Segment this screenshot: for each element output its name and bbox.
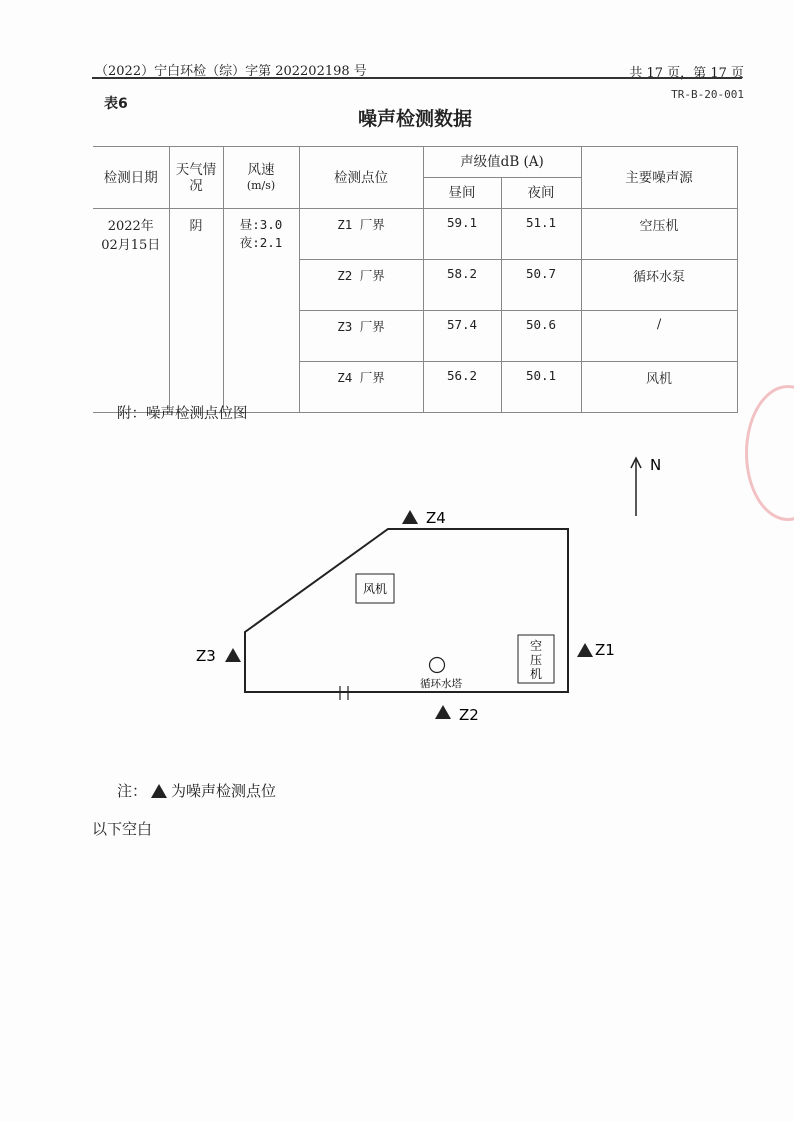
point-z1-label: Z1 [595,641,615,659]
cell-point: Z2 厂界 [299,260,423,311]
point-z4-label: Z4 [426,509,446,527]
note-prefix: 注： [117,782,148,800]
appendix-title: 附：噪声检测点位图 [117,406,248,422]
cell-point: Z3 厂界 [299,311,423,362]
wind-day: 昼:3.0 [239,217,283,232]
cell-night: 51.1 [501,209,581,260]
document-code: TR-B-20-001 [671,88,744,101]
header-source: 主要噪声源 [581,147,737,209]
cell-point: Z4 厂界 [299,362,423,413]
cooling-tower-label: 循环水塔 [420,678,462,690]
header-rule [92,77,742,79]
cell-source: 循环水泵 [581,260,737,311]
point-z3-icon [225,648,241,662]
cell-day: 58.2 [423,260,501,311]
table-title: 噪声检测数据 [357,108,472,130]
header-point: 检测点位 [299,147,423,209]
header-wind-label: 风速 [247,161,275,178]
compressor-label-2: 压 [529,653,543,667]
note-text: 为噪声检测点位 [171,782,277,800]
cell-weather: 阴 [169,209,223,413]
date-year: 2022年 [107,219,154,234]
table-tag: 表6 [104,96,128,112]
fan-label: 风机 [362,582,388,596]
cell-source: / [581,311,737,362]
cell-day: 59.1 [423,209,501,260]
triangle-icon [151,784,167,798]
header-wind-unit: (m/s) [246,178,276,192]
header-day: 昼间 [423,178,501,209]
blank-below-note: 以下空白 [92,820,153,838]
cell-day: 56.2 [423,362,501,413]
header-date: 检测日期 [93,147,169,209]
cell-night: 50.6 [501,311,581,362]
cell-source: 空压机 [581,209,737,260]
table-row [93,209,737,260]
legend-note [117,780,276,801]
header-weather: 天气情况 [169,147,223,209]
page-count: 共 17 页，第 17 页 [629,66,744,81]
point-z1-icon [577,643,593,657]
compressor-label-1: 空 [529,639,543,653]
header-level: 声级值dB (A) [423,147,581,178]
report-number: （2022）宁白环检（综）字第 202202198 号 [95,64,367,79]
compressor-label-3: 机 [529,667,543,681]
monitoring-point-map [180,440,680,740]
header-wind [223,147,299,209]
site-boundary [245,529,568,692]
cell-night: 50.7 [501,260,581,311]
point-z3-label: Z3 [196,647,216,665]
cell-point: Z1 厂界 [299,209,423,260]
seal-stamp [745,385,794,521]
cell-date [93,209,169,413]
date-day: 02月15日 [101,238,161,253]
cell-wind [223,209,299,413]
cell-source: 风机 [581,362,737,413]
point-z4-icon [402,510,418,524]
cell-day: 57.4 [423,311,501,362]
noise-data-table [93,146,738,413]
point-z2-icon [435,705,451,719]
point-z2-label: Z2 [459,706,479,724]
header-night: 夜间 [501,178,581,209]
north-label: N [650,456,662,474]
wind-night: 夜:2.1 [239,235,283,250]
cooling-tower-icon [430,658,445,673]
cell-night: 50.1 [501,362,581,413]
